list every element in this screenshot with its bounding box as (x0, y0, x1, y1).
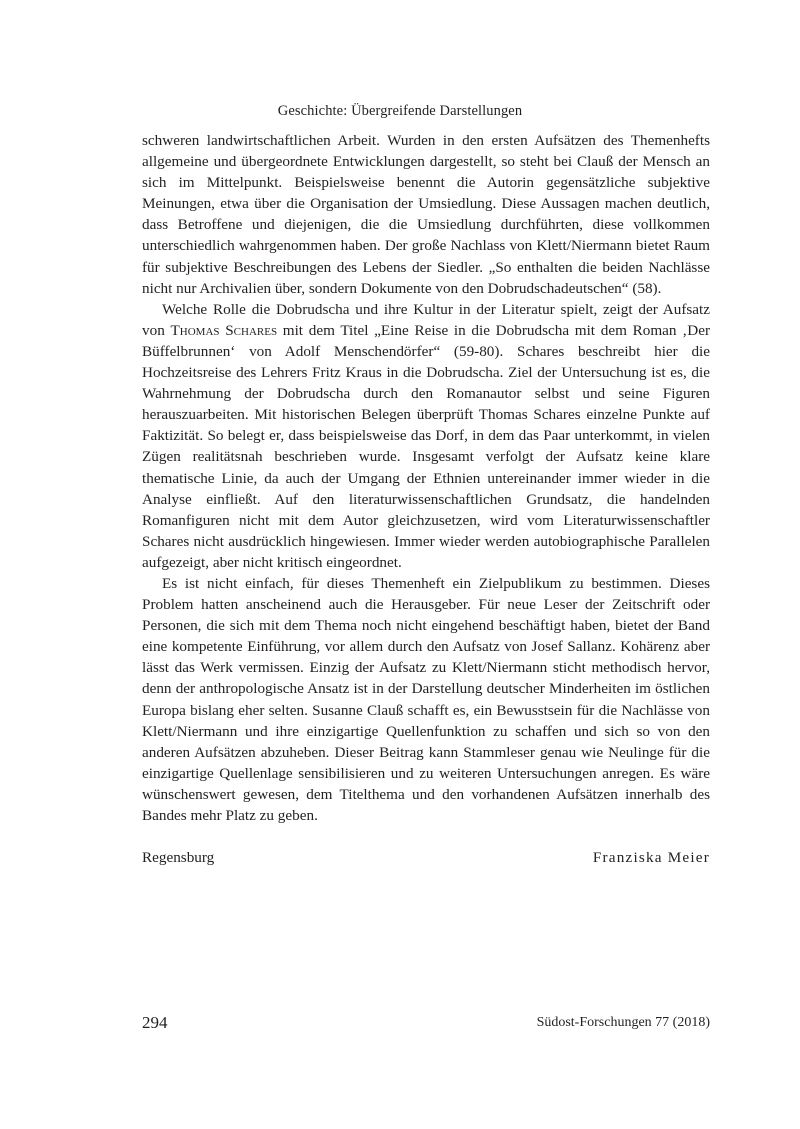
page-number: 294 (142, 1013, 168, 1032)
journal-citation: Südost-Forschungen 77 (2018) (536, 1015, 710, 1030)
review-signature (142, 849, 710, 867)
paragraph-1: schweren landwirtschaftlichen Arbeit. Wurden in den ersten Aufsätzen des Themenhefts allgemeine und übergeordnete Entwicklungen dargestellt, so steht bei Clauß der Mensch an sich im Mittelpunkt. Beispielsweise benennt die Autorin gegensätzliche subjektive Meinungen, etwa über die Organisation der Umsiedlung. Diese Aussagen machen deutlich, dass Betroffene und diejenigen, die die Umsiedlung durchführten, diese vollkommen unterschiedlich wahrgenommen haben. Der große Nachlass von Klett/Niermann bietet Raum für subjektive Beschreibungen des Lebens der Siedler. „So enthalten die beiden Nachlässe nicht nur Archivalien über, sondern Dokumente von den Dobrudschadeutschen“ (58). (142, 132, 710, 297)
paragraph-2-text-after: mit dem Titel „Eine Reise in die Dobrudscha mit dem Roman ‚Der Büffelbrunnen‘ von Adolf Menschendörfer“ (59-80). Schares beschreibt hier die Hochzeitsreise des Lehrers Fritz Kraus in die Dobrudscha. Ziel der Untersuchung ist es, die Wahrnehmung der Dobrudscha durch den Romanautor selbst und seine Figuren herauszuarbeiten. Mit historischen Belegen überprüft Thomas Schares einzelne Punkte auf Faktizität. So belegt er, dass beispielsweise das Dorf, in dem das Paar unterkommt, in vielen Zügen realitätsnah beschrieben wurde. Insgesamt verfolgt der Aufsatz keine klare thematische Linie, da auch der Umgang der Ethnien untereinander immer wieder in die Analyse einfließt. Auf den literaturwissenschaftlichen Grundsatz, die handelnden Romanfiguren nicht mit dem Autor gleichzusetzen, wird vom Literaturwissenschaftler Schares nicht ausdrücklich hingewiesen. Immer wieder werden autobiographische Parallelen aufgezeigt, aber nicht kritisch eingeordnet. (142, 321, 710, 571)
cited-author: Thomas Schares (170, 321, 278, 339)
paragraph-2-text-before: Welche Rolle die Dobrudscha und ihre Kultur in der Literatur spielt, zeigt der Aufsatz von (142, 300, 710, 339)
review-body (142, 130, 710, 826)
signature-place: Regensburg (142, 849, 215, 866)
running-header: Geschichte: Übergreifende Darstellungen (277, 103, 523, 119)
page-footer (142, 1013, 710, 1033)
paragraph-2 (142, 299, 710, 573)
paragraph-3: Es ist nicht einfach, für dieses Themenheft ein Zielpublikum zu bestimmen. Dieses Problem hatten anscheinend auch die Herausgeber. Für neue Leser der Zeitschrift oder Personen, die sich mit dem Thema noch nicht eingehend beschäftigt haben, bietet der Band eine kompetente Einführung, vor allem durch den Aufsatz von Josef Sallanz. Kohärenz aber lässt das Werk vermissen. Einzig der Aufsatz zu Klett/Niermann sticht methodisch hervor, denn der anthropologische Ansatz ist in der Darstellung deutscher Minderheiten im östlichen Europa bislang eher selten. Susanne Clauß schafft es, ein Bewusstsein für die Nachlässe von Klett/Niermann und ihre einzigartige Quellenfunktion zu schaffen und sich so von den anderen Aufsätzen abzuheben. Dieser Beitrag kann Stammleser genau wie Neulinge für die einzigartige Quellenlage sensibilisieren und zu weiteren Untersuchungen anregen. Es wäre wünschenswert gewesen, dem Titelthema und den vorhandenen Aufsätzen innerhalb des Bandes mehr Platz zu geben. (142, 574, 710, 824)
signature-author: Franziska Meier (592, 849, 710, 866)
